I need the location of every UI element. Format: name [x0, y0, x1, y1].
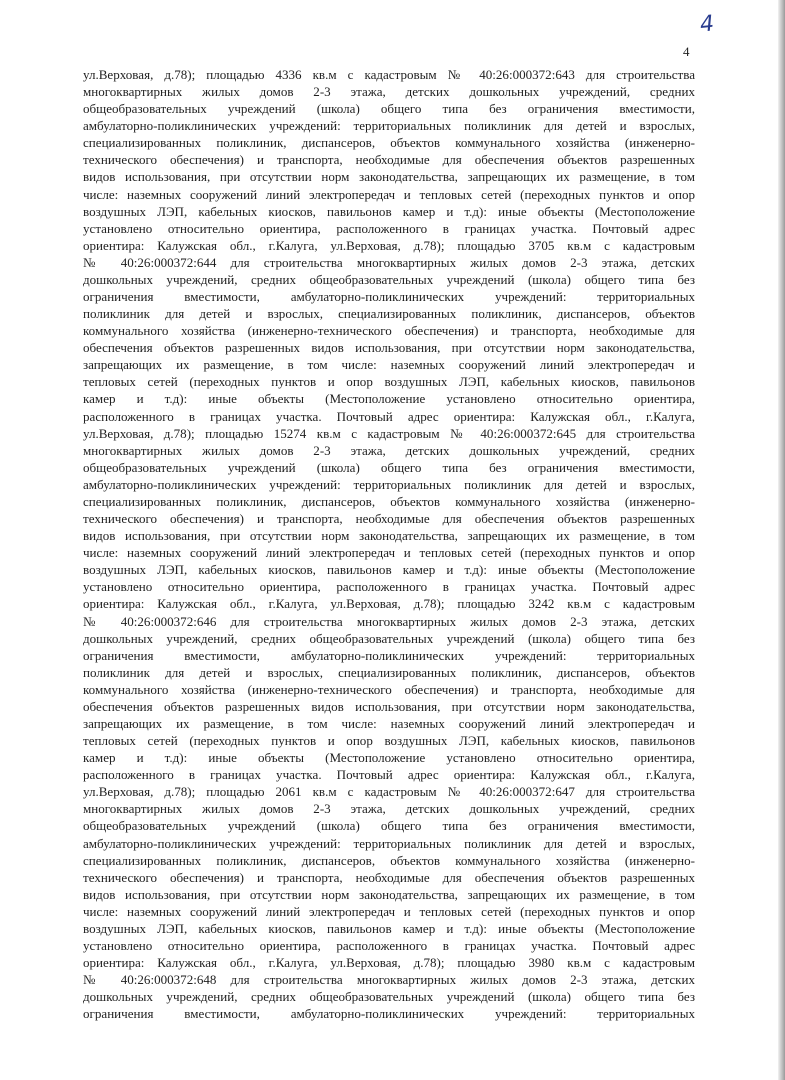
page-number: 4: [683, 44, 690, 59]
text-line: обеспечения объектов разрешенных видов использования, при отсутствии норм законодательства,: [83, 340, 695, 356]
text-line: видов использования, при отсутствии норм законодательства, запрещающих их размещение, в том: [83, 169, 695, 185]
text-line: воздушных ЛЭП, кабельных киосков, павильонов камер и т.д): иные объекты (Местоположение: [83, 562, 695, 578]
text-line: установлено относительно ориентира, расположенного в границах участка. Почтовый адрес: [83, 579, 695, 595]
text-line: общеобразовательных учреждений (школа) общего типа без ограничения вместимости,: [83, 459, 695, 475]
text-line: амбулаторно-поликлинических учреждений: территориальных поликлиник для детей и взрослых,: [83, 476, 695, 492]
text-line: числе: наземных сооружений линий электропередач и тепловых сетей (переходных пунктов и опор: [83, 903, 695, 919]
text-line: ограничения вместимости, амбулаторно-поликлинических учреждений: территориальных: [83, 1006, 695, 1022]
text-line: поликлиник для детей и взрослых, специализированных поликлиник, диспансеров, объектов: [83, 306, 695, 322]
text-line: обеспечения объектов разрешенных видов использования, при отсутствии норм законодательства,: [83, 698, 695, 714]
text-line: ограничения вместимости, амбулаторно-поликлинических учреждений: территориальных: [83, 647, 695, 663]
text-line: дошкольных учреждений, средних общеобразовательных учреждений (школа) общего типа без: [83, 989, 695, 1005]
text-line: многоквартирных жилых домов 2-3 этажа, детских дошкольных учреждений, средних: [83, 442, 695, 458]
text-line: коммунального хозяйства (инженерно-технического обеспечения) и транспорта, необходимые для: [83, 681, 695, 697]
text-line: тепловых сетей (переходных пунктов и опор воздушных ЛЭП, кабельных киосков, павильонов: [83, 733, 695, 749]
text-line: № 40:26:000372:644 для строительства многоквартирных жилых домов 2-3 этажа, детских: [83, 254, 695, 270]
text-line: многоквартирных жилых домов 2-3 этажа, детских дошкольных учреждений, средних: [83, 801, 695, 817]
text-line: ул.Верховая, д.78); площадью 15274 кв.м с кадастровым № 40:26:000372:645 для строительства: [83, 425, 695, 441]
text-line: ул.Верховая, д.78); площадью 2061 кв.м с кадастровым № 40:26:000372:647 для строительства: [83, 784, 695, 800]
text-line: дошкольных учреждений, средних общеобразовательных учреждений (школа) общего типа без: [83, 630, 695, 646]
text-line: № 40:26:000372:646 для строительства многоквартирных жилых домов 2-3 этажа, детских: [83, 613, 695, 629]
text-line: расположенного в границах участка. Почтовый адрес ориентира: Калужская обл., г.Калуга,: [83, 767, 695, 783]
text-line: видов использования, при отсутствии норм законодательства, запрещающих их размещение, в том: [83, 528, 695, 544]
text-line: коммунального хозяйства (инженерно-технического обеспечения) и транспорта, необходимые для: [83, 323, 695, 339]
text-line: запрещающих их размещение, в том числе: наземных сооружений линий электропередач и: [83, 715, 695, 731]
text-line: многоквартирных жилых домов 2-3 этажа, детских дошкольных учреждений, средних: [83, 84, 695, 100]
text-line: камер и т.д): иные объекты (Местоположение установлено относительно ориентира,: [83, 391, 695, 407]
text-line: воздушных ЛЭП, кабельных киосков, павильонов камер и т.д): иные объекты (Местоположение: [83, 920, 695, 936]
text-line: числе: наземных сооружений линий электропередач и тепловых сетей (переходных пунктов и опор: [83, 186, 695, 202]
scan-edge-shadow: [778, 0, 785, 1080]
body-paragraph: [83, 66, 695, 1022]
text-line: № 40:26:000372:648 для строительства многоквартирных жилых домов 2-3 этажа, детских: [83, 972, 695, 988]
text-line: амбулаторно-поликлинических учреждений: территориальных поликлиник для детей и взрослых,: [83, 835, 695, 851]
text-line: установлено относительно ориентира, расположенного в границах участка. Почтовый адрес: [83, 937, 695, 953]
text-line: специализированных поликлиник, диспансеров, объектов коммунального хозяйства (инженерно-: [83, 135, 695, 151]
text-line: специализированных поликлиник, диспансеров, объектов коммунального хозяйства (инженерно-: [83, 493, 695, 509]
text-line: технического обеспечения) и транспорта, необходимые для обеспечения объектов разрешенных: [83, 152, 695, 168]
text-line: ограничения вместимости, амбулаторно-поликлинических учреждений: территориальных: [83, 289, 695, 305]
text-line: ориентира: Калужская обл., г.Калуга, ул.Верховая, д.78); площадью 3705 кв.м с кадастровым: [83, 237, 695, 253]
text-line: воздушных ЛЭП, кабельных киосков, павильонов камер и т.д): иные объекты (Местоположение: [83, 203, 695, 219]
text-line: поликлиник для детей и взрослых, специализированных поликлиник, диспансеров, объектов: [83, 664, 695, 680]
text-line: камер и т.д): иные объекты (Местоположение установлено относительно ориентира,: [83, 750, 695, 766]
handwritten-sheet-number: 4: [698, 11, 716, 38]
text-line: числе: наземных сооружений линий электропередач и тепловых сетей (переходных пунктов и опор: [83, 545, 695, 561]
text-line: ориентира: Калужская обл., г.Калуга, ул.Верховая, д.78); площадью 3980 кв.м с кадастровым: [83, 955, 695, 971]
text-line: установлено относительно ориентира, расположенного в границах участка. Почтовый адрес: [83, 220, 695, 236]
text-line: запрещающих их размещение, в том числе: наземных сооружений линий электропередач и: [83, 357, 695, 373]
text-line: амбулаторно-поликлинических учреждений: территориальных поликлиник для детей и взрослых,: [83, 118, 695, 134]
text-line: ориентира: Калужская обл., г.Калуга, ул.Верховая, д.78); площадью 3242 кв.м с кадастровым: [83, 596, 695, 612]
text-line: расположенного в границах участка. Почтовый адрес ориентира: Калужская обл., г.Калуга,: [83, 408, 695, 424]
text-line: дошкольных учреждений, средних общеобразовательных учреждений (школа) общего типа без: [83, 271, 695, 287]
text-line: ул.Верховая, д.78); площадью 4336 кв.м с кадастровым № 40:26:000372:643 для строительства: [83, 67, 695, 82]
text-line: специализированных поликлиник, диспансеров, объектов коммунального хозяйства (инженерно-: [83, 852, 695, 868]
text-line: видов использования, при отсутствии норм законодательства, запрещающих их размещение, в том: [83, 886, 695, 902]
text-line: общеобразовательных учреждений (школа) общего типа без ограничения вместимости,: [83, 818, 695, 834]
text-line: тепловых сетей (переходных пунктов и опор воздушных ЛЭП, кабельных киосков, павильонов: [83, 374, 695, 390]
text-line: общеобразовательных учреждений (школа) общего типа без ограничения вместимости,: [83, 101, 695, 117]
text-line: технического обеспечения) и транспорта, необходимые для обеспечения объектов разрешенных: [83, 511, 695, 527]
text-line: технического обеспечения) и транспорта, необходимые для обеспечения объектов разрешенных: [83, 869, 695, 885]
